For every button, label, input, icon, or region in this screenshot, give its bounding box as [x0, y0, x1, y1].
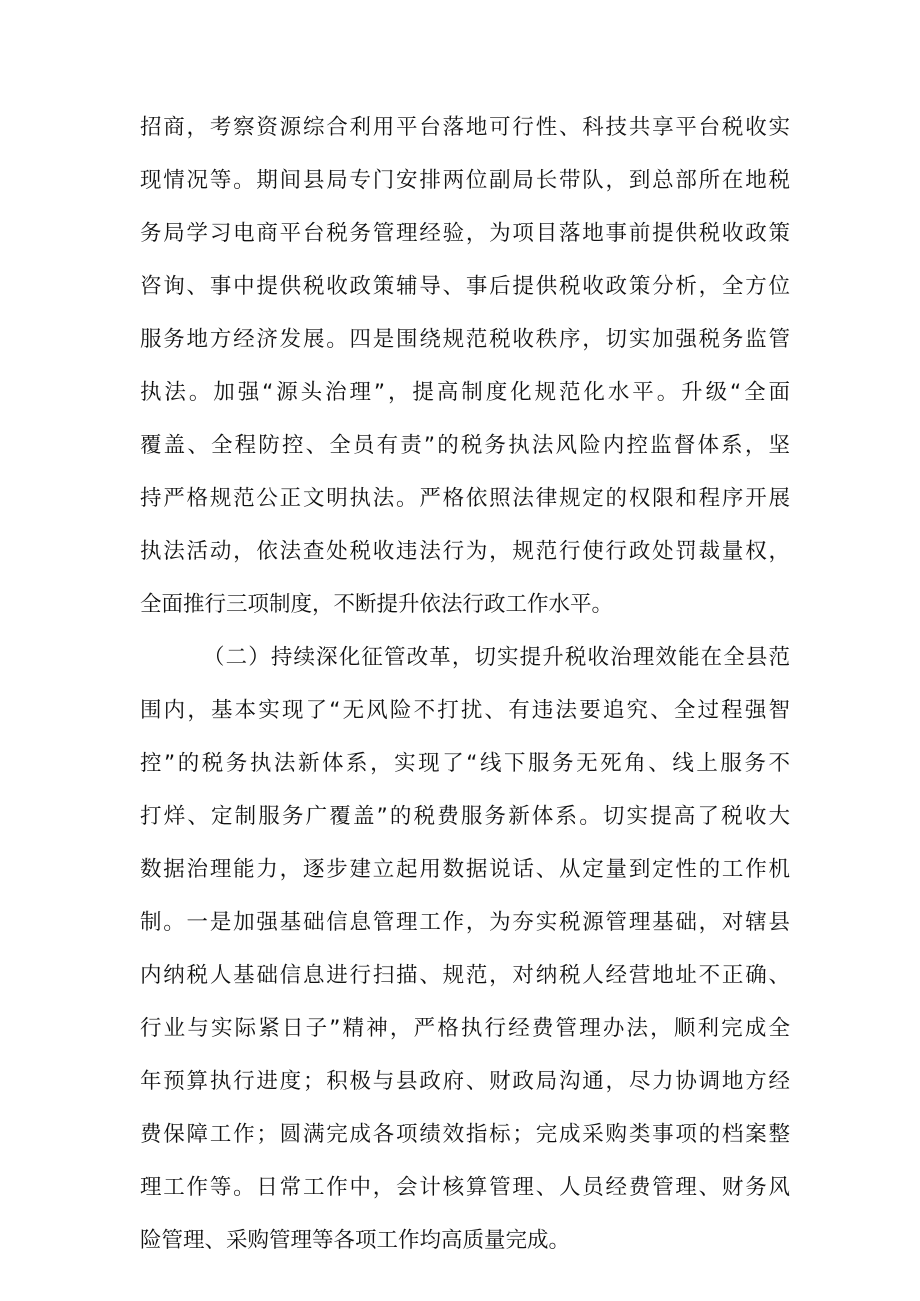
paragraph-1-line-7: 覆盖、全程防控、全员有责”的税务执法风险内控监督体系，坚	[140, 433, 790, 458]
paragraph-2-line-7: 内纳税人基础信息进行扫描、规范，对纳税人经营地址不正确、	[140, 963, 790, 988]
paragraph-1-line-6: 执法。加强“源头治理”，提高制度化规范化水平。升级“全面	[140, 380, 790, 405]
paragraph-1-line-5: 服务地方经济发展。四是围绕规范税收秩序，切实加强税务监管	[140, 327, 790, 352]
paragraph-1-line-2: 现情况等。期间县局专门安排两位副局长带队，到总部所在地税	[140, 168, 790, 193]
paragraph-2-line-8: 行业与实际紧日子”精神，严格执行经费管理办法，顺利完成全	[140, 1016, 790, 1041]
paragraph-1-line-3: 务局学习电商平台税务管理经验，为项目落地事前提供税收政策	[140, 221, 790, 246]
paragraph-2-line-10: 费保障工作；圆满完成各项绩效指标；完成采购类事项的档案整	[140, 1122, 790, 1147]
paragraph-1-line-10: 全面推行三项制度，不断提升依法行政工作水平。	[140, 592, 614, 617]
paragraph-2-line-2: 围内，基本实现了“无风险不打扰、有违法要追究、全过程强智	[140, 698, 790, 723]
paragraph-1-line-9: 执法活动，依法查处税收违法行为，规范行使行政处罚裁量权，	[140, 539, 790, 564]
paragraph-1-line-4: 咨询、事中提供税收政策辅导、事后提供税收政策分析，全方位	[140, 274, 790, 299]
paragraph-2-line-5: 数据治理能力，逐步建立起用数据说话、从定量到定性的工作机	[140, 857, 790, 882]
paragraph-2-line-1: （二）持续深化征管改革，切实提升税收治理效能在全县范	[203, 645, 790, 670]
paragraph-1-line-8: 持严格规范公正文明执法。严格依照法律规定的权限和程序开展	[140, 486, 790, 511]
paragraph-2-line-4: 打烊、定制服务广覆盖”的税费服务新体系。切实提高了税收大	[140, 804, 790, 829]
paragraph-1-line-1: 招商，考察资源综合利用平台落地可行性、科技共享平台税收实	[140, 115, 790, 140]
paragraph-2-line-6: 制。一是加强基础信息管理工作，为夯实税源管理基础，对辖县	[140, 910, 790, 935]
paragraph-2-line-12: 险管理、采购管理等各项工作均高质量完成。	[140, 1228, 571, 1253]
paragraph-2-line-9: 年预算执行进度；积极与县政府、财政局沟通，尽力协调地方经	[140, 1069, 790, 1094]
paragraph-2-line-3: 控”的税务执法新体系，实现了“线下服务无死角、线上服务不	[140, 751, 790, 776]
paragraph-2-line-11: 理工作等。日常工作中，会计核算管理、人员经费管理、财务风	[140, 1175, 790, 1200]
